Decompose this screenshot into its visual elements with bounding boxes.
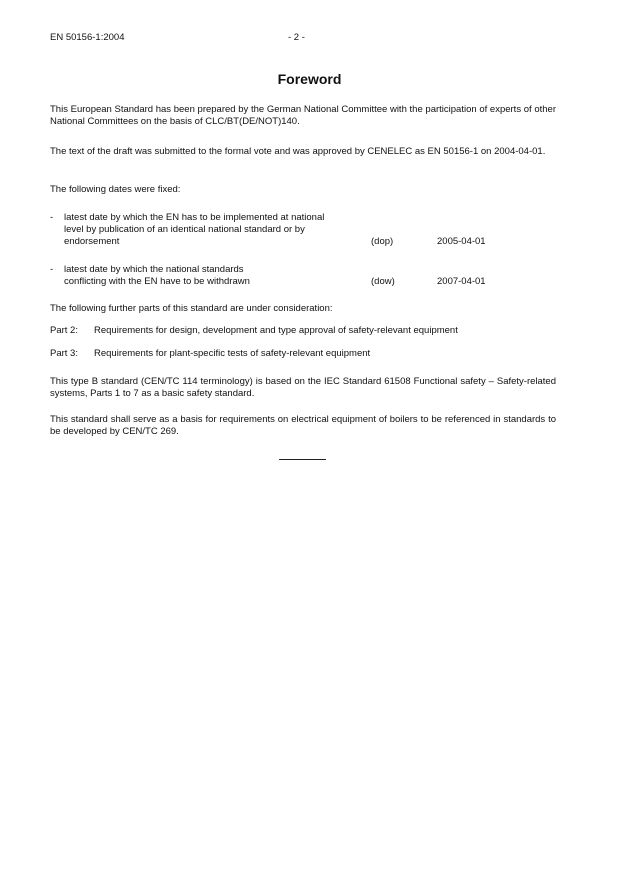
part-label: Part 2:: [50, 325, 78, 336]
part-label: Part 3:: [50, 348, 78, 359]
end-rule: [279, 459, 326, 460]
date-item-line: level by publication of an identical national standard or by: [64, 224, 305, 235]
document-id: EN 50156-1:2004: [50, 32, 125, 43]
part-description: Requirements for design, development and type approval of safety-relevant equipment: [94, 325, 458, 336]
parts-intro-paragraph: The following further parts of this standard are under consideration:: [50, 303, 333, 314]
date-item-line: conflicting with the EN have to be withdrawn: [64, 276, 250, 287]
date-value: 2005-04-01: [437, 236, 486, 247]
date-code: (dow): [371, 276, 395, 287]
date-item-description: [64, 264, 364, 288]
page-number: - 2 -: [288, 32, 305, 43]
date-item-line: latest date by which the EN has to be implemented at national: [64, 212, 325, 223]
date-item-line: endorsement: [64, 236, 120, 247]
date-code: (dop): [371, 236, 394, 247]
date-item-description: [64, 212, 364, 248]
page-title: Foreword: [277, 71, 342, 87]
type-b-paragraph: This type B standard (CEN/TC 114 terminology) is based on the IEC Standard 61508 Functional safety – Safety-related systems, Parts 1 to 7 as a basic safety standard.: [50, 376, 556, 399]
dates-intro-paragraph: The following dates were fixed:: [50, 184, 181, 195]
list-bullet: -: [50, 212, 54, 223]
basis-paragraph: This standard shall serve as a basis for requirements on electrical equipment of boilers to be referenced in standards to be developed by CEN/TC 269.: [50, 414, 556, 437]
intro-paragraph: This European Standard has been prepared by the German National Committee with the participation of experts of other National Committees on the basis of CLC/BT(DE/NOT)140.: [50, 104, 556, 127]
draft-paragraph: The text of the draft was submitted to the formal vote and was approved by CENELEC as EN 50156-1 on 2004-04-01.: [50, 146, 546, 157]
date-value: 2007-04-01: [437, 276, 486, 287]
list-bullet: -: [50, 264, 54, 275]
part-description: Requirements for plant-specific tests of safety-relevant equipment: [94, 348, 371, 359]
date-item-line: latest date by which the national standards: [64, 264, 244, 275]
